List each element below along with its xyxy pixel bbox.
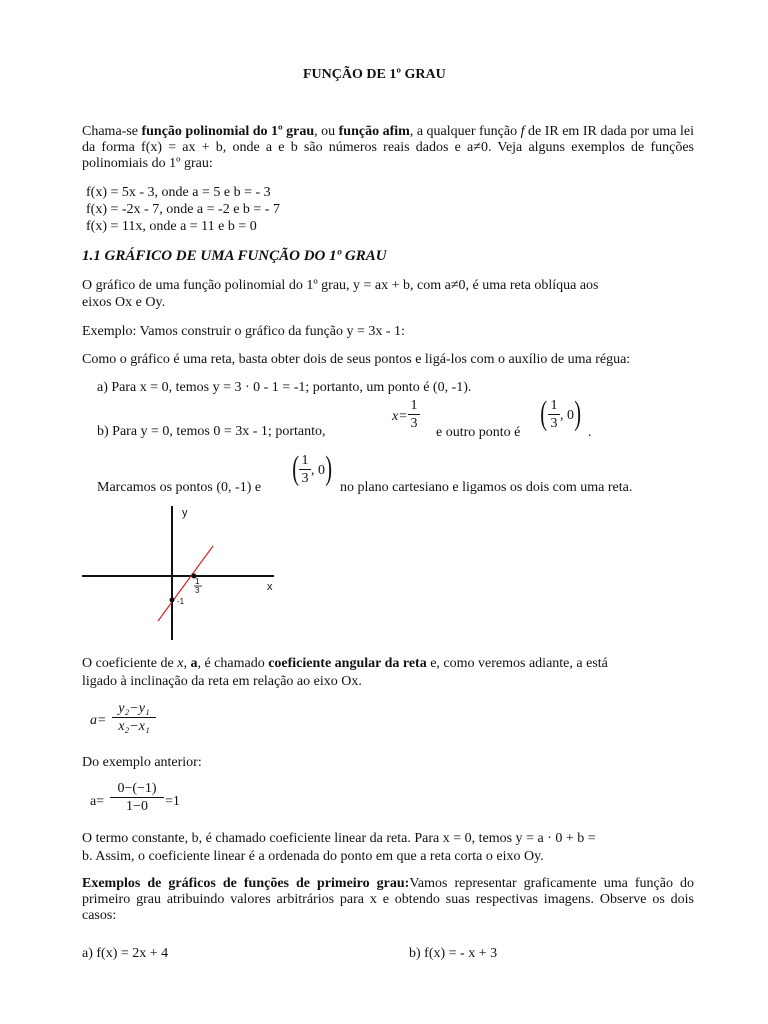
page-title: FUNÇÃO DE 1º GRAU (303, 67, 446, 82)
step-b-mid: e outro ponto é (436, 425, 521, 440)
step-a: a) Para x = 0, temos y = 3 · 0 - 1 = -1; portanto, um ponto é (0, -1). (97, 380, 472, 395)
example-line: f(x) = 5x - 3, onde a = 5 e b = - 3 (86, 185, 271, 200)
x-equals: x= (392, 409, 408, 424)
x-axis-label: x (267, 581, 273, 593)
intro-paragraph: Chama-se função polinomial do 1º grau, ou função afim, a qualquer função f de IR em IR dada por uma lei da forma f(x) = ax + b, onde a e b são números reais dados e a≠0. Veja alguns exemplos de funções polinomiais do 1º grau: (82, 124, 695, 171)
point-fraction: 1 3 (299, 453, 311, 486)
x-point-num: 1 (195, 577, 200, 586)
y-axis-label: y (182, 507, 188, 519)
step-b-end: . (588, 425, 592, 440)
fraction-x: 1 3 (408, 398, 420, 431)
point-tail: , 0 (560, 408, 574, 423)
point-tail: , 0 (311, 463, 325, 478)
step-b: b) Para y = 0, temos 0 = 3x - 1; portanto, (97, 424, 326, 439)
cartesian-graph (78, 500, 288, 645)
formula-a-fraction: y₂−y₁ x₂−x₁ (112, 701, 156, 734)
graph-intro-line: O gráfico de uma função polinomial do 1º grau, y = ax + b, com a≠0, é uma reta oblíqua aos (82, 278, 599, 293)
formula-b-lhs: a= (90, 794, 105, 809)
formula-b-rhs: =1 (165, 794, 180, 809)
example-line: f(x) = 11x, onde a = 11 e b = 0 (86, 219, 257, 234)
formula-a-lhs: a= (90, 713, 107, 728)
exemplo-line: Exemplo: Vamos construir o gráfico da função y = 3x - 1: (82, 324, 405, 339)
marcamos-post: no plano cartesiano e ligamos os dois com uma reta. (340, 480, 633, 495)
function-line (158, 546, 213, 621)
point-y-intercept (170, 598, 175, 603)
formula-b-fraction: 0−(−1) 1−0 (110, 781, 164, 814)
graph-intro-line: eixos Ox e Oy. (82, 295, 166, 310)
exemplos-graficos: Exemplos de gráficos de funções de primeiro grau:Vamos representar graficamente uma função do primeiro grau atribuindo valores arbitrários para x e obtendo suas respectivas imagens. Observe os dois casos: (82, 876, 694, 923)
case-b: b) f(x) = - x + 3 (409, 946, 498, 961)
case-a: a) f(x) = 2x + 4 (82, 946, 169, 961)
termo-line2: b. Assim, o coeficiente linear é a ordenada do ponto em que a reta corta o eixo Oy. (82, 849, 544, 864)
x-point-den: 3 (195, 586, 200, 595)
coef-line1: O coeficiente de x, a, é chamado coeficiente angular da reta e, como veremos adiante, a está (82, 656, 608, 671)
do-exemplo: Do exemplo anterior: (82, 755, 202, 770)
example-line: f(x) = -2x - 7, onde a = -2 e b = - 7 (86, 202, 280, 217)
marcamos-pre: Marcamos os pontos (0, -1) e (97, 480, 262, 495)
termo-line1: O termo constante, b, é chamado coeficiente linear da reta. Para x = 0, temos y = a · 0 + b = (82, 831, 596, 846)
point-fraction: 1 3 (548, 398, 560, 431)
coef-line2: ligado à inclinação da reta em relação ao eixo Ox. (82, 674, 362, 689)
section-heading: 1.1 GRÁFICO DE UMA FUNÇÃO DO 1º GRAU (82, 248, 387, 264)
y-point-label: -1 (177, 597, 185, 606)
como-line: Como o gráfico é uma reta, basta obter dois de seus pontos e ligá-los com o auxílio de uma régua: (82, 352, 631, 367)
